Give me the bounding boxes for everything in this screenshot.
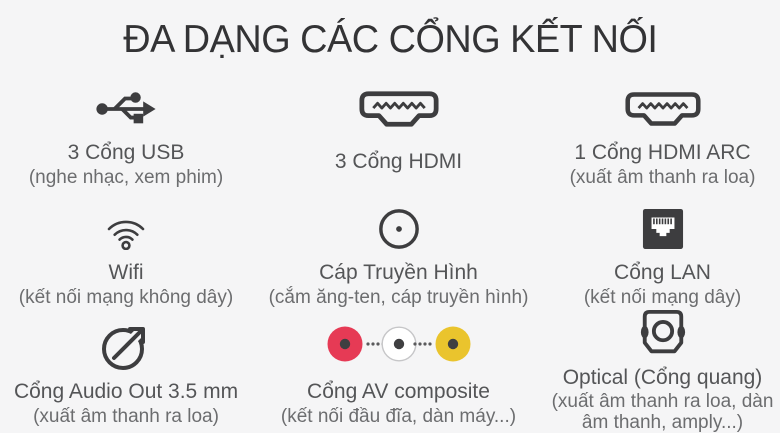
av-composite-icon [323, 313, 475, 375]
port-item-av-composite [252, 308, 545, 433]
port-sublabel: (kết nối mạng dây) [583, 287, 742, 308]
port-item-antenna [252, 195, 545, 309]
port-item-usb [0, 80, 252, 195]
port-sublabel: (kết nối mạng không dây) [18, 287, 234, 308]
port-label: 1 Cổng HDMI ARC [574, 141, 751, 164]
port-item-audio-out [0, 308, 252, 433]
port-label: Cáp Truyền Hình [319, 261, 478, 284]
port-label: Cổng LAN [614, 261, 711, 284]
port-item-hdmi-arc [545, 80, 780, 195]
port-label: Optical (Cổng quang) [562, 366, 763, 389]
port-label: Wifi [108, 261, 144, 284]
usb-icon [95, 88, 157, 130]
port-sublabel: (cắm ăng-ten, cáp truyền hình) [268, 287, 529, 308]
port-item-optical [545, 308, 780, 433]
antenna-coax-icon [378, 206, 420, 252]
port-label: Cổng AV composite [307, 380, 490, 403]
ports-row-3 [0, 308, 780, 433]
port-label: 3 Cổng HDMI [334, 150, 463, 173]
port-item-lan [545, 195, 780, 309]
ports-row-2 [0, 195, 780, 308]
audio-out-icon [99, 313, 153, 375]
port-sublabel: (nghe nhạc, xem phim) [28, 167, 224, 188]
port-sublabel: (kết nối đầu đĩa, dàn máy...) [280, 406, 517, 427]
lan-port-icon [642, 206, 684, 252]
ports-row-1 [0, 80, 780, 195]
header [0, 0, 780, 80]
optical-icon [636, 305, 690, 363]
hdmi-icon [359, 88, 439, 130]
wifi-icon [102, 206, 150, 252]
port-label: Cổng Audio Out 3.5 mm [13, 380, 239, 403]
hdmi-arc-icon [625, 88, 701, 130]
page-title: ĐA DẠNG CÁC CỔNG KẾT NỐI [122, 18, 658, 61]
port-item-wifi [0, 195, 252, 309]
port-sublabel: (xuất âm thanh ra loa) [33, 406, 219, 427]
port-item-hdmi [252, 80, 545, 195]
port-label: 3 Cổng USB [67, 141, 185, 164]
port-sublabel: (xuất âm thanh ra loa, dàn âm thanh, amply...) [551, 391, 774, 433]
port-sublabel: (xuất âm thanh ra loa) [569, 167, 756, 188]
